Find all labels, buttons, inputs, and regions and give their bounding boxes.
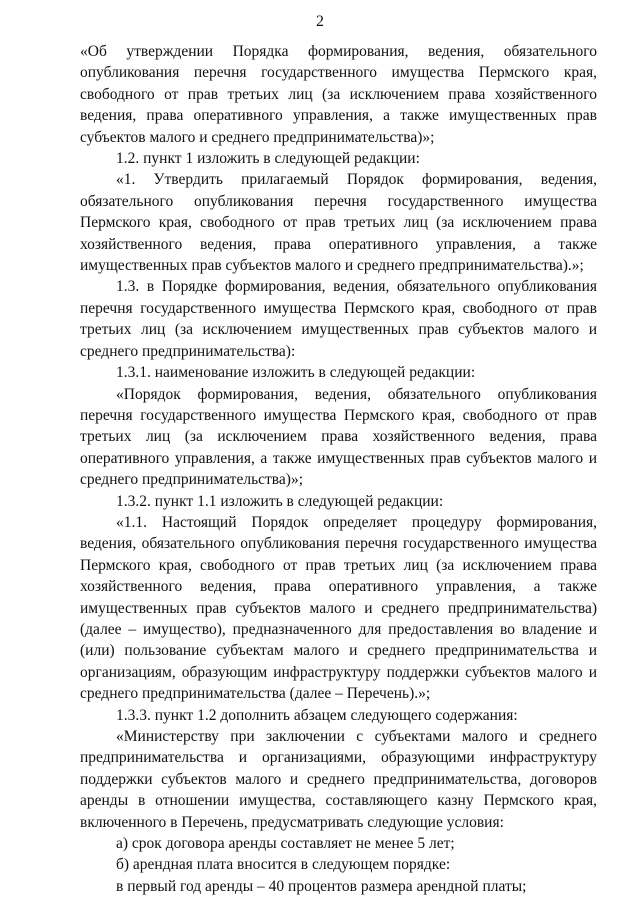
paragraph-3: «1. Утвердить прилагаемый Порядок формирования, ведения, обязательного опубликования перечня государственного имущества Пермского края, свободного от прав третьих лиц (за исключением права хозяйственного ведения, права оперативного управления, а также имущественных прав субъектов малого и среднего предпринимательства).»; [80, 171, 597, 275]
page-number: 2 [316, 13, 324, 30]
paragraph-10: «Министерству при заключении с субъектами малого и среднего предпринимательства и организациями, образующими инфраструктуру поддержки субъектов малого и среднего предпринимательства, договоров аренды в отношении имущества, составляющего казну Пермского края, включенного в Перечень, предусматривать следующие условия: [80, 728, 597, 831]
paragraph-6: «Порядок формирования, ведения, обязательного опубликования перечня государственного имущества Пермского края, свободного от прав третьих лиц (за исключением права хозяйственного ведения, права оперативного управления, а также имущественных прав субъектов малого и среднего предпринимательства)»; [80, 385, 597, 489]
paragraph-11: а) срок договора аренды составляет не менее 5 лет; [116, 835, 455, 853]
paragraph-5: 1.3.1. наименование изложить в следующей редакции: [116, 364, 476, 382]
document-body [80, 41, 597, 897]
paragraph-9: 1.3.3. пункт 1.2 дополнить абзацем следующего содержания: [116, 706, 518, 724]
paragraph-13: в первый год аренды – 40 процентов размера арендной платы; [116, 877, 527, 895]
paragraph-2: 1.2. пункт 1 изложить в следующей редакции: [116, 150, 420, 168]
paragraph-12: б) арендная плата вносится в следующем порядке: [116, 856, 451, 874]
paragraph-4: 1.3. в Порядке формирования, ведения, обязательного опубликования перечня государственного имущества Пермского края, свободного от прав третьих лиц (за исключением имущественных прав субъектов малого и среднего предпринимательства): [80, 278, 597, 360]
paragraph-8: «1.1. Настоящий Порядок определяет процедуру формирования, ведения, обязательного опубликования перечня государственного имущества Пермского края, свободного от прав третьих лиц (за исключением права хозяйственного ведения, права оперативного управления, а также имущественных прав субъектов малого и среднего предпринимательства) (далее – имущество), предназначенного для предоставления во владение и (или) пользование субъектам малого и среднего предпринимательства и организациям, образующим инфраструктуру поддержки субъектов малого и среднего предпринимательства (далее – Перечень).»; [80, 513, 597, 703]
paragraph-7: 1.3.2. пункт 1.1 изложить в следующей редакции: [116, 492, 444, 510]
paragraph-1: «Об утверждении Порядка формирования, ведения, обязательного опубликования перечня государственного имущества Пермского края, свободного от прав третьих лиц (за исключением права хозяйственного ведения, права оперативного управления, а также имущественных прав субъектов малого и среднего предпринимательства)»; [80, 43, 597, 146]
